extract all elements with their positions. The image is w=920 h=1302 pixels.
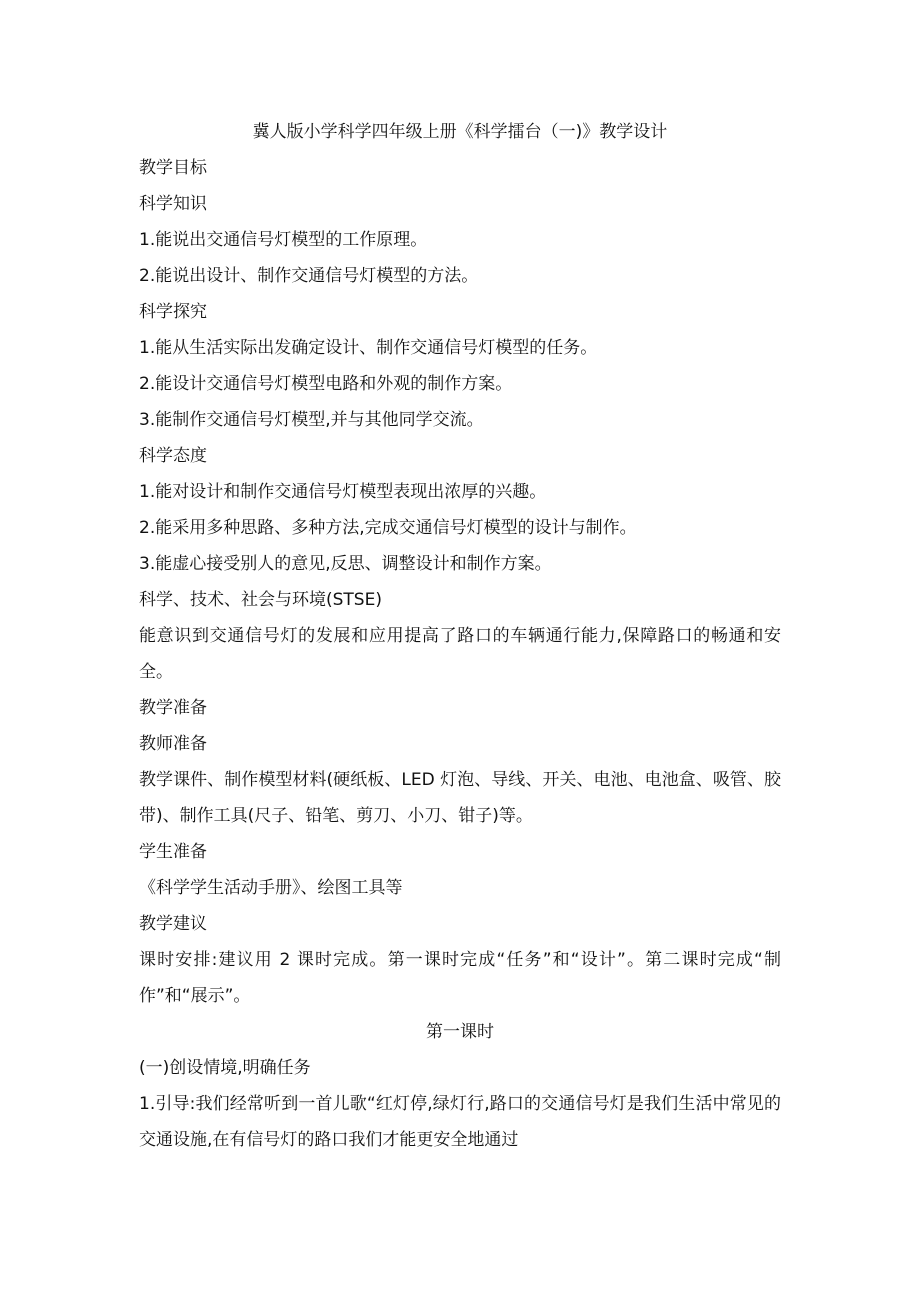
inquiry-item-2: 2.能设计交通信号灯模型电路和外观的制作方案。 xyxy=(139,374,513,394)
document-title: 冀人版小学科学四年级上册《科学擂台（一)》教学设计 xyxy=(252,122,668,142)
heading-stse: 科学、技术、社会与环境(STSE) xyxy=(139,590,382,610)
inquiry-item-1: 1.能从生活实际出发确定设计、制作交通信号灯模型的任务。 xyxy=(139,338,598,358)
attitude-item-2: 2.能采用多种思路、多种方法,完成交通信号灯模型的设计与制作。 xyxy=(139,518,637,538)
heading-section-1: (一)创设情境,明确任务 xyxy=(139,1058,311,1078)
knowledge-item-2: 2.能说出设计、制作交通信号灯模型的方法。 xyxy=(139,266,479,286)
heading-lesson-1: 第一课时 xyxy=(426,1022,494,1042)
heading-teacher-prep: 教师准备 xyxy=(139,734,207,754)
attitude-item-3: 3.能虚心接受别人的意见,反思、调整设计和制作方案。 xyxy=(139,554,552,574)
heading-teaching-suggestion: 教学建议 xyxy=(139,914,207,934)
inquiry-item-3: 3.能制作交通信号灯模型,并与其他同学交流。 xyxy=(139,410,484,430)
heading-teaching-goals: 教学目标 xyxy=(139,158,207,178)
suggestion-paragraph: 课时安排:建议用 2 课时完成。第一课时完成“任务”和“设计”。第二课时完成“制作”和“展示”。 xyxy=(139,950,781,1006)
teacher-prep-paragraph: 教学课件、制作模型材料(硬纸板、LED 灯泡、导线、开关、电池、电池盒、吸管、胶带)、制作工具(尺子、铅笔、剪刀、小刀、钳子)等。 xyxy=(139,770,781,826)
intro-paragraph: 1.引导:我们经常听到一首儿歌“红灯停,绿灯行,路口的交通信号灯是我们生活中常见的交通设施,在有信号灯的路口我们才能更安全地通过 xyxy=(139,1094,781,1150)
heading-science-inquiry: 科学探究 xyxy=(139,302,207,322)
knowledge-item-1: 1.能说出交通信号灯模型的工作原理。 xyxy=(139,230,428,250)
student-prep-line: 《科学学生活动手册》、绘图工具等 xyxy=(139,878,403,898)
heading-science-knowledge: 科学知识 xyxy=(139,194,207,214)
heading-student-prep: 学生准备 xyxy=(139,842,207,862)
heading-teaching-prep: 教学准备 xyxy=(139,698,207,718)
heading-science-attitude: 科学态度 xyxy=(139,446,207,466)
document-body xyxy=(139,114,781,1158)
stse-paragraph: 能意识到交通信号灯的发展和应用提高了路口的车辆通行能力,保障路口的畅通和安全。 xyxy=(139,626,781,682)
attitude-item-1: 1.能对设计和制作交通信号灯模型表现出浓厚的兴趣。 xyxy=(139,482,547,502)
